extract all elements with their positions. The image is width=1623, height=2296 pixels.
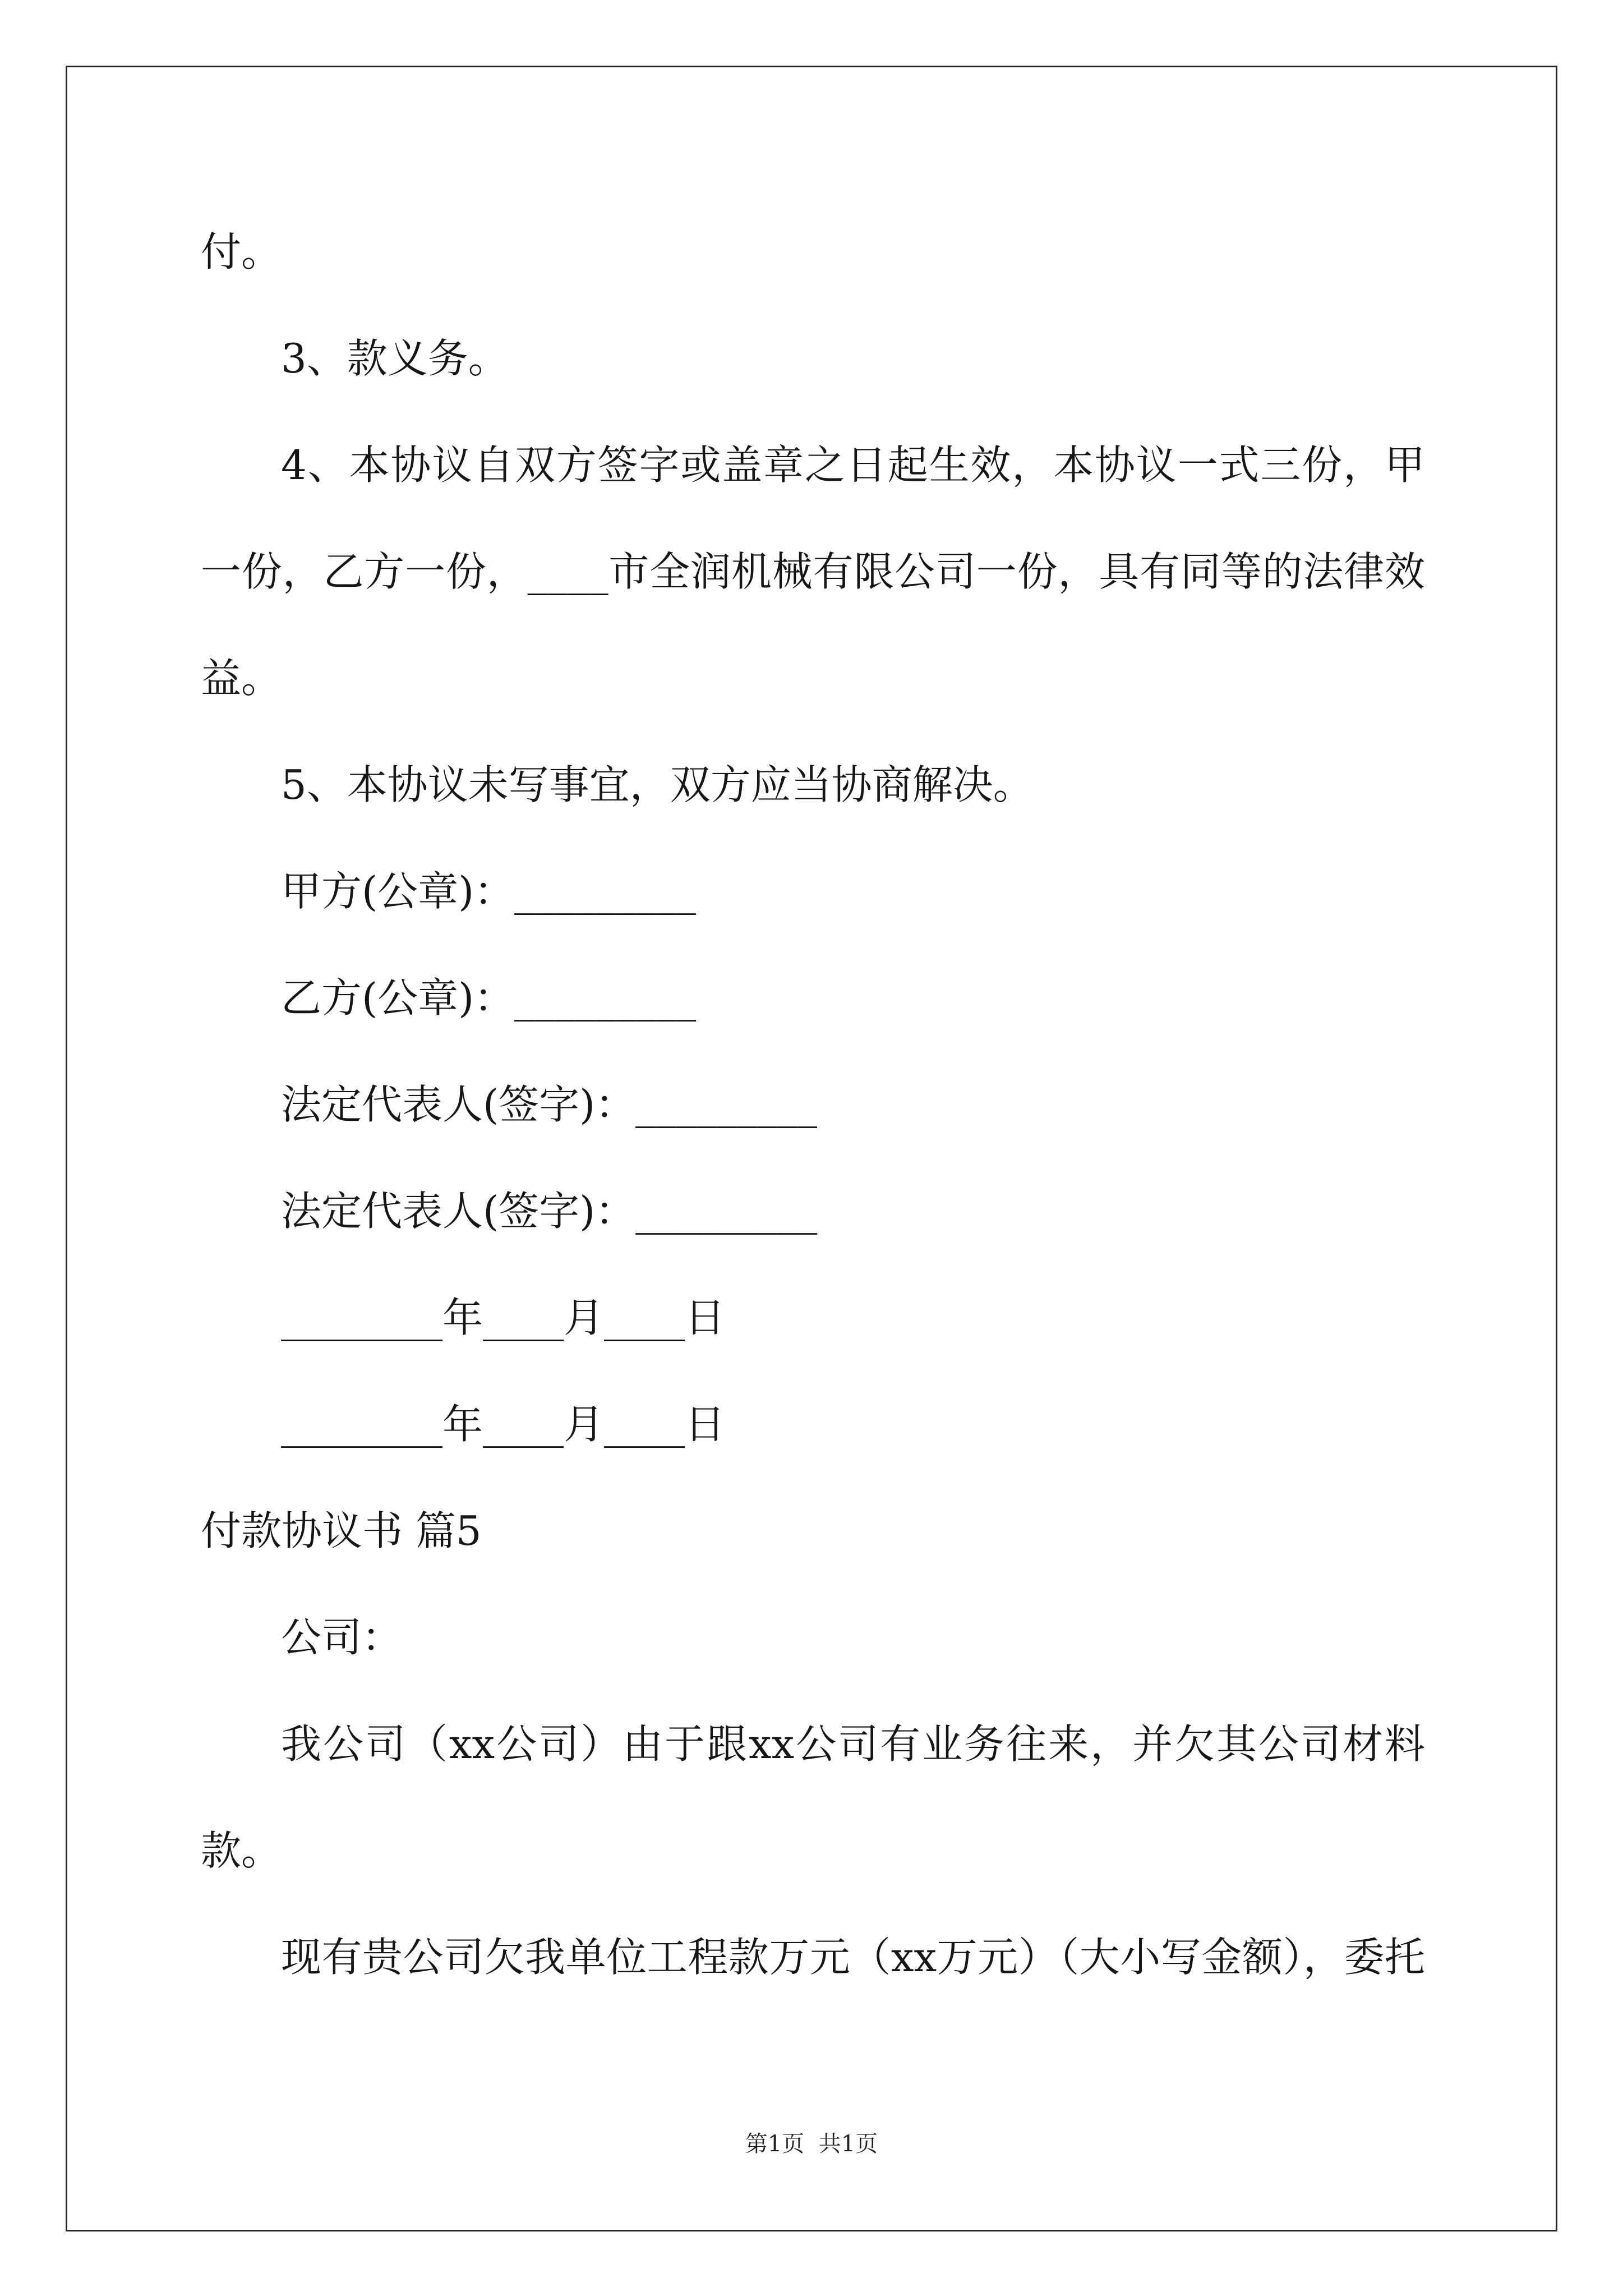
page-number-footer: 第1页 共1页 <box>745 2131 878 2157</box>
signature-party-a-representative: 法定代表人(签字)：_________ <box>281 1081 818 1128</box>
signature-party-b-date: ________年____月____日 <box>281 1401 725 1448</box>
clause-5: 5、本协议未写事宜，双方应当协商解决。 <box>281 761 1034 808</box>
signature-party-a-date: ________年____月____日 <box>281 1294 725 1341</box>
signature-party-a-seal: 甲方(公章)：_________ <box>281 868 697 915</box>
clause-3: 3、款义务。 <box>281 335 509 382</box>
clause-4-line-3: 益。 <box>201 655 282 702</box>
signature-party-b-representative: 法定代表人(签字)：_________ <box>281 1188 818 1235</box>
letter-paragraph-1-line-1: 我公司（xx公司）由于跟xx公司有业务往来，并欠其公司材料 <box>281 1720 1425 1768</box>
clause-4-line-1: 4、本协议自双方签字或盖章之日起生效，本协议一式三份，甲 <box>281 441 1425 489</box>
letter-salutation: 公司： <box>281 1614 403 1661</box>
letter-paragraph-1-line-2: 款。 <box>201 1827 282 1874</box>
signature-party-b-seal: 乙方(公章)：_________ <box>281 974 697 1022</box>
clause-4-line-2: 一份，乙方一份，____市全润机械有限公司一份，具有同等的法律效 <box>201 548 1425 595</box>
letter-paragraph-2-line-1: 现有贵公司欠我单位工程款万元（xx万元）（大小写金额），委托 <box>281 1934 1425 1981</box>
continued-text-line: 付。 <box>201 228 282 275</box>
section-heading: 付款协议书 篇5 <box>201 1507 482 1554</box>
document-body <box>201 199 1425 2010</box>
